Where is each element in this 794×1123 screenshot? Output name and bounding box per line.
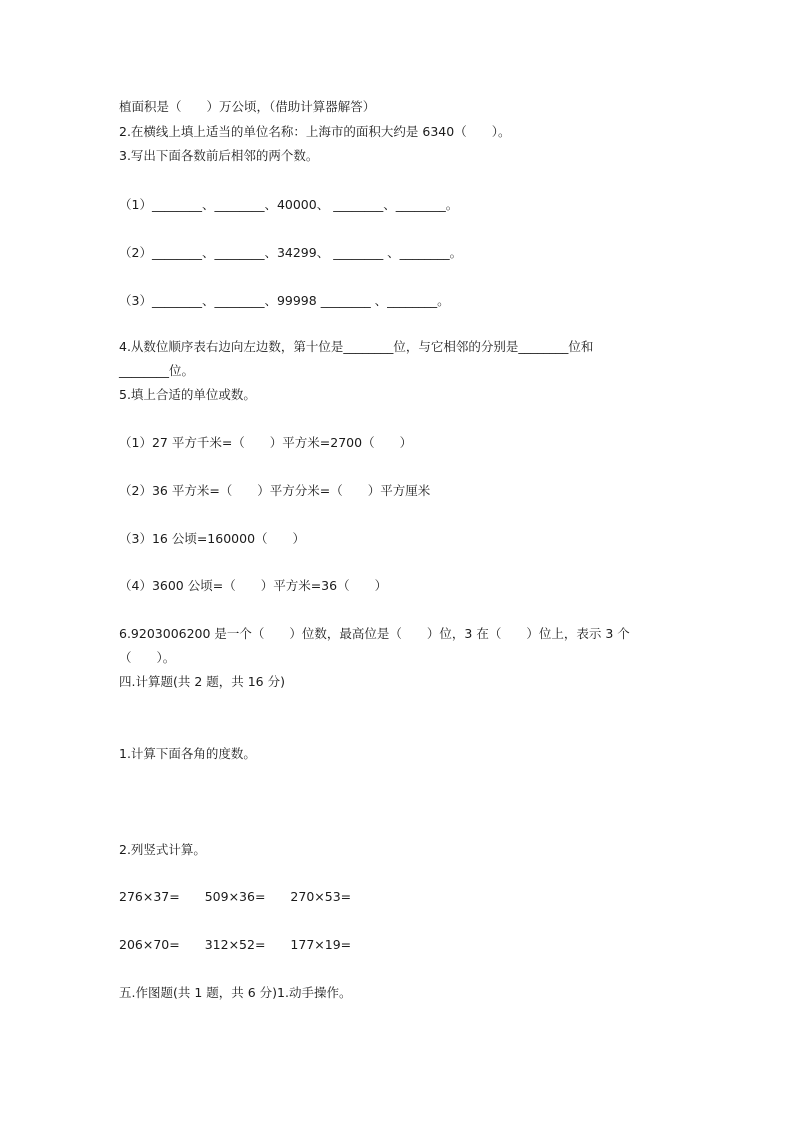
section-5-heading: 五.作图题(共 1 题，共 6 分)1.动手操作。 bbox=[119, 985, 352, 1000]
question-5-item-3: （3）16 公顷=160000（ ） bbox=[119, 531, 306, 546]
question-4: 4.从数位顺序表右边向左边数，第十位是________位，与它相邻的分别是________位和 bbox=[119, 339, 594, 354]
section-4-heading: 四.计算题(共 2 题，共 16 分) bbox=[119, 674, 285, 689]
question-5-item-4: （4）3600 公顷=（ ）平方米=36（ ） bbox=[119, 578, 388, 593]
question-5-item-1: （1）27 平方千米=（ ）平方米=2700（ ） bbox=[119, 435, 413, 450]
question-6: 6.9203006200 是一个（ ）位数，最高位是（ ）位，3 在（ ）位上，表示 3 个 bbox=[119, 626, 630, 641]
question-5: 5.填上合适的单位或数。 bbox=[119, 387, 256, 402]
question-3-item-1: （1）________、________、40000、 ________、________。 bbox=[119, 197, 459, 212]
question-2: 2.在横线上填上适当的单位名称：上海市的面积大约是 6340（ ）。 bbox=[119, 124, 511, 139]
question-3-item-3: （3）________、________、99998 ________ 、________。 bbox=[119, 293, 450, 308]
question-3: 3.写出下面各数前后相邻的两个数。 bbox=[119, 148, 319, 163]
section-4-question-2: 2.列竖式计算。 bbox=[119, 842, 206, 857]
question-5-item-2: （2）36 平方米=（ ）平方分米=（ ）平方厘米 bbox=[119, 483, 431, 498]
section-4-question-1: 1.计算下面各角的度数。 bbox=[119, 746, 256, 761]
question-3-item-2: （2）________、________、34299、 ________ 、________。 bbox=[119, 245, 463, 260]
q1-continuation: 植面积是（ ）万公顷，（借助计算器解答） bbox=[119, 99, 376, 114]
question-4-continuation: ________位。 bbox=[119, 363, 195, 378]
calc-row-2: 206×70= 312×52= 177×19= bbox=[119, 937, 352, 952]
question-6-continuation: （ ）。 bbox=[119, 650, 176, 665]
calc-row-1: 276×37= 509×36= 270×53= bbox=[119, 889, 352, 904]
